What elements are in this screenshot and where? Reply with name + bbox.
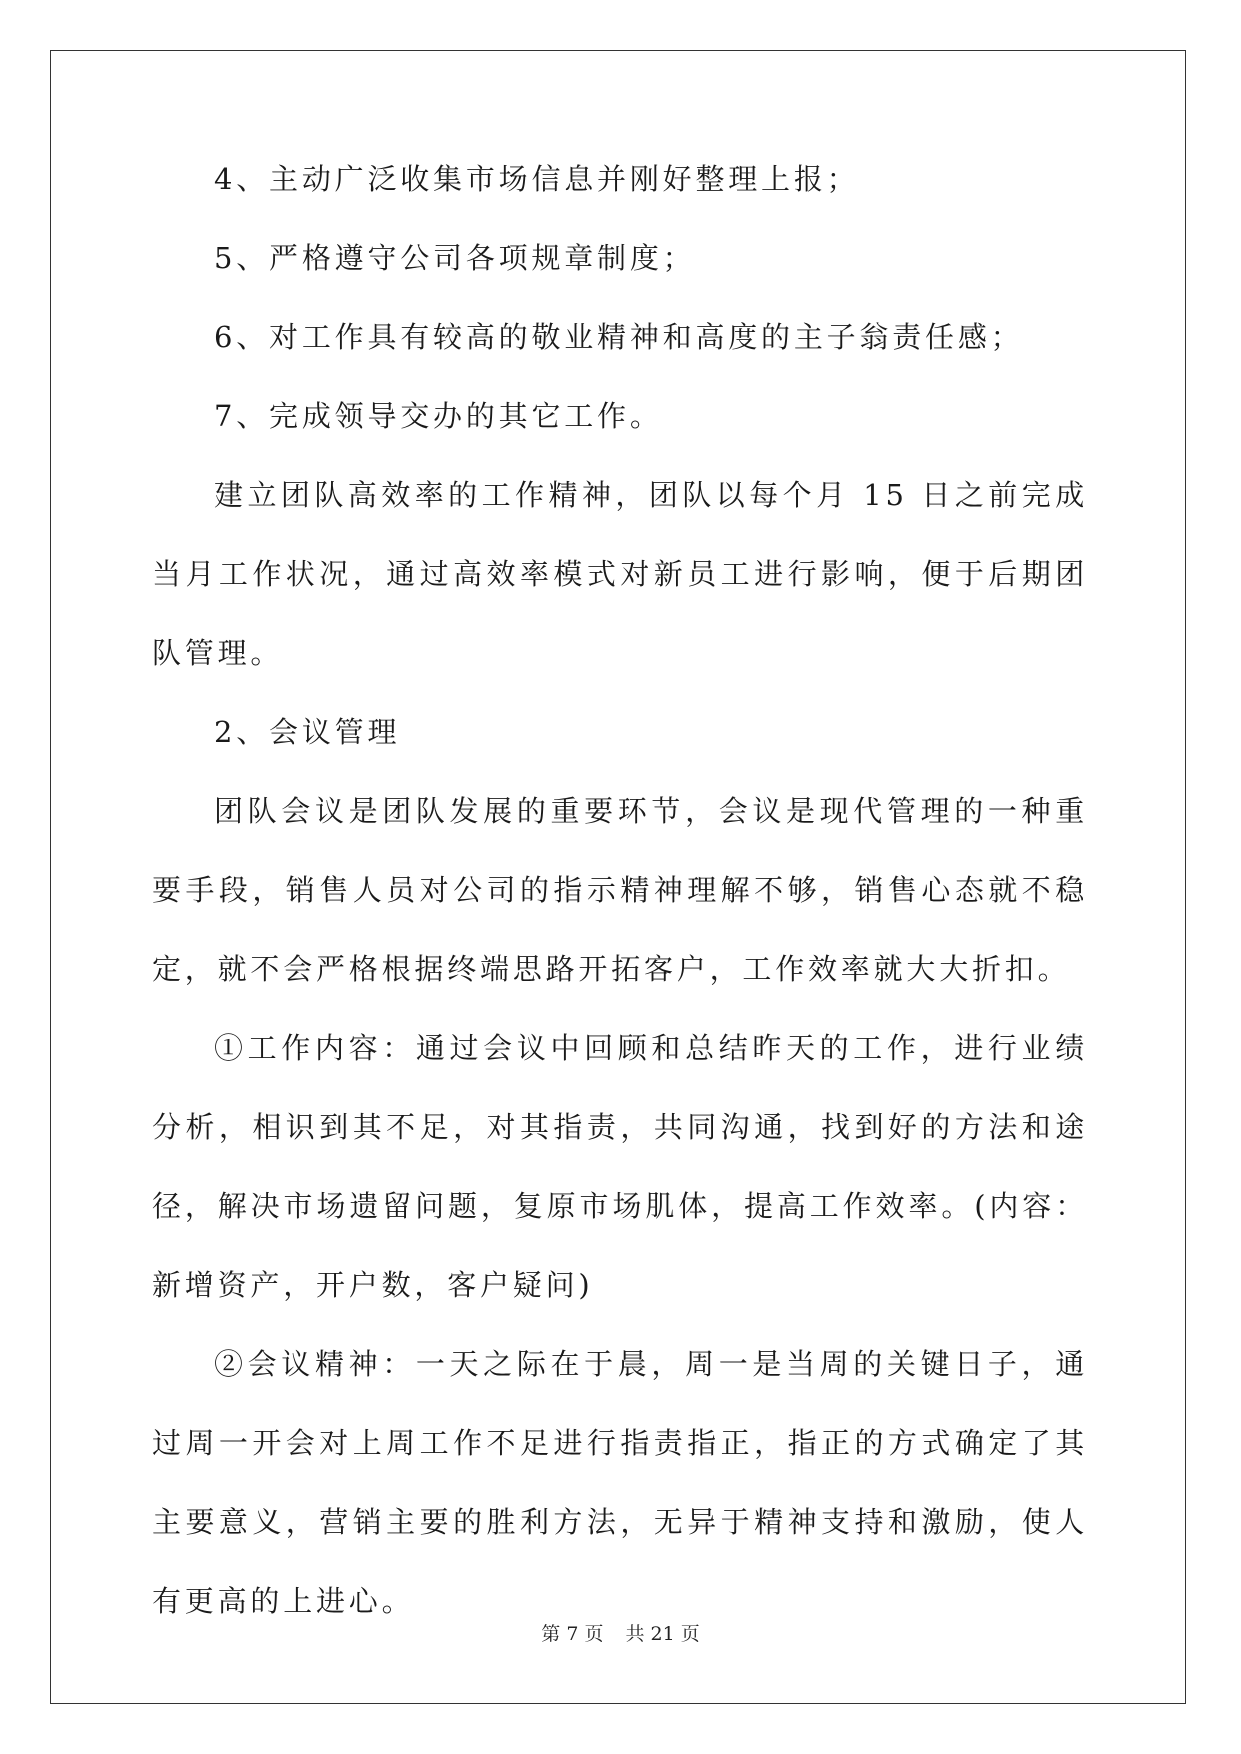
paragraph-team-spirit: 建立团队高效率的工作精神，团队以每个月 15 日之前完成当月工作状况，通过高效率模式对新员工进行影响，便于后期团队管理。 [152, 478, 1088, 670]
paragraph-work-content: ①工作内容：通过会议中回顾和总结昨天的工作，进行业绩分析，相识到其不足，对其指责，共同沟通，找到好的方法和途径，解决市场遗留问题，复原市场肌体，提高工作效率。(内容：新增资产，开户数，客户疑问) [152, 1031, 1088, 1302]
paragraph-item-7: 7、完成领导交办的其它工作。 [214, 399, 663, 433]
paragraph-meeting-importance: 团队会议是团队发展的重要环节，会议是现代管理的一种重要手段，销售人员对公司的指示精神理解不够，销售心态就不稳定，就不会严格根据终端思路开拓客户，工作效率就大大折扣。 [152, 794, 1088, 986]
section-heading-meeting-management: 2、会议管理 [214, 715, 401, 749]
page-number: 第 7 页 [541, 1623, 604, 1645]
paragraph-item-4: 4、主动广泛收集市场信息并刚好整理上报； [214, 162, 860, 196]
page-total: 共 21 页 [625, 1623, 700, 1645]
paragraph-item-6: 6、对工作具有较高的敬业精神和高度的主子翁责任感； [214, 320, 1024, 354]
paragraph-meeting-spirit: ②会议精神：一天之际在于晨，周一是当周的关键日子，通过周一开会对上周工作不足进行指责指正，指正的方式确定了其主要意义，营销主要的胜利方法，无异于精神支持和激励，使人有更高的上进心。 [152, 1347, 1088, 1618]
paragraph-item-5: 5、严格遵守公司各项规章制度； [214, 241, 696, 275]
page-footer [0, 1622, 1241, 1646]
document-body [152, 140, 1088, 1641]
